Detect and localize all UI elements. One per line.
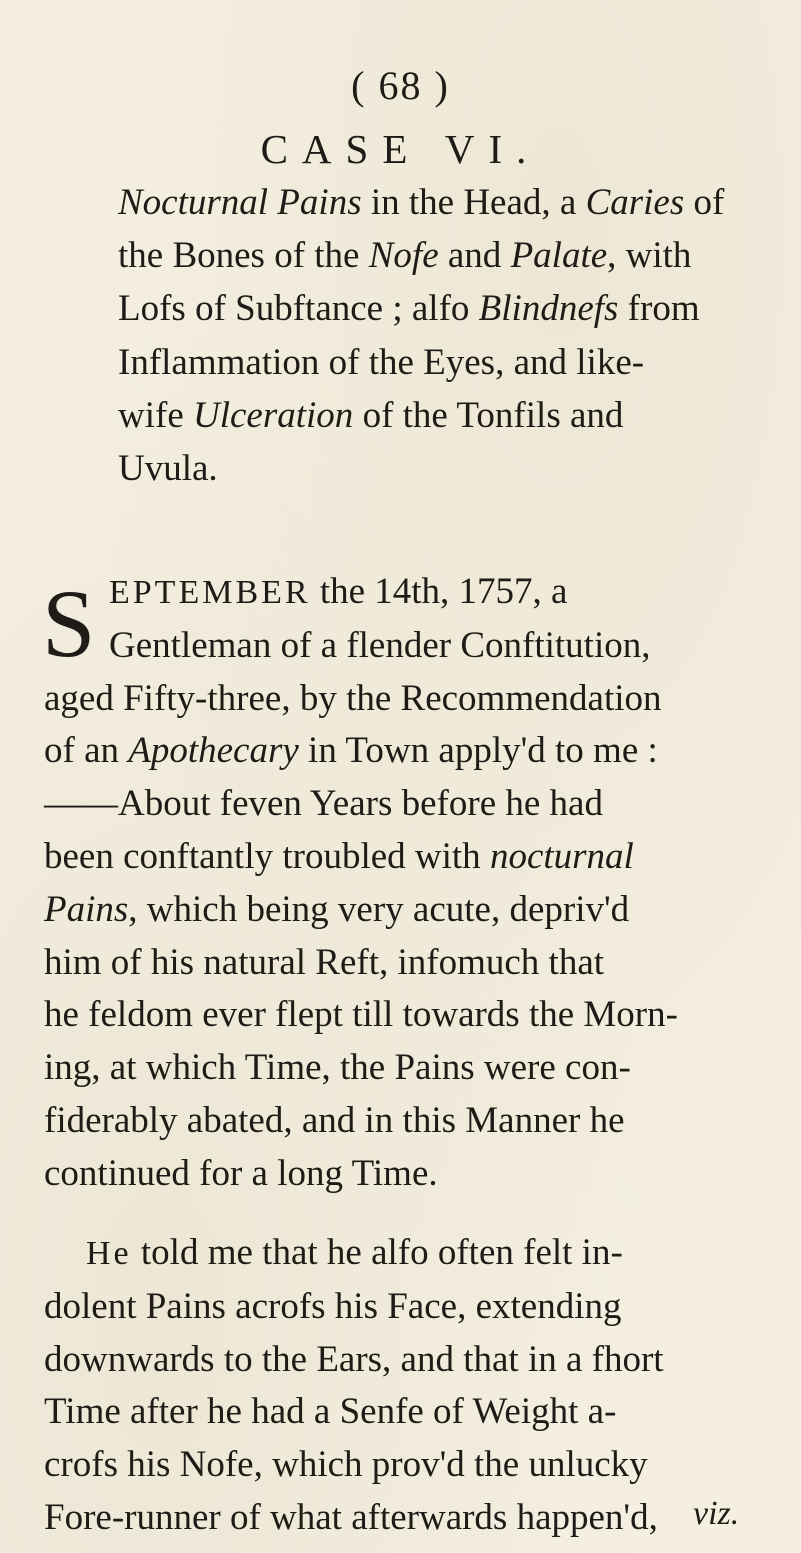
case-title: CASE VI.: [260, 126, 541, 172]
text-run: fiderably abated, and in this Manner he: [44, 1099, 625, 1141]
text-run: wife: [118, 394, 193, 436]
text-run: the 14th, 1757, a: [310, 571, 568, 612]
text-line: [44, 937, 786, 990]
text-run: Lofs of Subftance ; alfo: [118, 288, 479, 330]
text-run: from: [618, 288, 700, 330]
text-line: [118, 282, 786, 335]
italic-text: Apothecary: [128, 730, 299, 772]
text-line: [44, 1042, 786, 1095]
text-run: in the Head, a: [361, 182, 586, 223]
catchword: viz.: [693, 1495, 740, 1532]
text-run: in Town apply'd to me :: [298, 730, 658, 772]
text-run: ——About feven Years before he had: [44, 783, 603, 825]
italic-text: Ulceration: [193, 394, 354, 436]
text-line: [44, 1492, 786, 1545]
text-line: [44, 1227, 786, 1281]
italic-text: Nofe: [368, 235, 439, 277]
text-line: [44, 725, 786, 778]
text-line: [44, 989, 786, 1042]
text-run: the Bones of the: [118, 235, 369, 277]
text-run: crofs his Nofe, which prov'd the unlucky: [44, 1444, 648, 1486]
text-line: [44, 778, 786, 831]
text-line: [44, 620, 786, 673]
text-run: he feldom ever flept till towards the Morn-: [44, 994, 678, 1036]
text-run: He: [86, 1235, 132, 1272]
text-line: [44, 831, 786, 884]
text-line: [44, 1281, 786, 1334]
text-line: [118, 176, 786, 229]
text-run: Inflammation of the Eyes, and like-: [118, 341, 645, 383]
text-run: of an: [44, 730, 129, 772]
italic-text: Palate: [510, 235, 608, 277]
text-run: continued for a long Time.: [44, 1152, 438, 1194]
text-run: downwards to the Ears, and that in a fhort: [44, 1338, 664, 1380]
text-run: Uvula.: [118, 448, 218, 490]
text-run: aged Fifty-three, by the Recommendation: [44, 677, 662, 719]
text-line: [44, 1148, 786, 1201]
italic-text: nocturnal: [489, 835, 634, 877]
text-run: EPTEMBER: [109, 574, 311, 611]
text-run: dolent Pains acrofs his Face, extending: [44, 1285, 622, 1327]
text-run: him of his natural Reft, infomuch that: [44, 941, 605, 983]
text-run: of the Tonfils and: [353, 394, 624, 436]
text-run: Time after he had a Senfe of Weight a-: [44, 1391, 617, 1433]
text-line: [118, 389, 786, 442]
text-run: ing, at which Time, the Pains were con-: [44, 1047, 631, 1089]
text-line: [44, 673, 786, 726]
text-line: [44, 566, 786, 620]
text-line: [118, 229, 786, 282]
text-line: [44, 1095, 786, 1148]
text-run: of: [684, 182, 725, 223]
text-run: been conftantly troubled with: [44, 835, 490, 877]
text-run: and: [438, 235, 511, 277]
text-line: [44, 1439, 786, 1492]
italic-text: Nocturnal Pains: [118, 182, 362, 223]
italic-text: Pains: [44, 888, 129, 930]
text-run: told me that he alfo often felt in-: [131, 1232, 623, 1273]
italic-text: Blindnefs: [478, 288, 619, 330]
italic-text: Caries: [585, 182, 685, 223]
text-run: Gentleman of a flender Conftitution,: [109, 624, 651, 666]
text-run: Fore-runner of what afterwards happen'd,: [44, 1496, 658, 1538]
text-line: [118, 442, 786, 495]
text-run: , which being very acute, depriv'd: [128, 888, 630, 930]
page-number: ( 68 ): [351, 63, 450, 108]
paragraph-2: [44, 1227, 786, 1545]
text-line: [44, 884, 786, 937]
text-line: [44, 1334, 786, 1387]
text-line: [118, 336, 786, 389]
case-summary: [118, 176, 786, 495]
paragraph-1: [44, 566, 786, 1201]
text-run: , with: [607, 235, 692, 277]
drop-cap: S: [42, 570, 96, 677]
text-line: [44, 1386, 786, 1439]
